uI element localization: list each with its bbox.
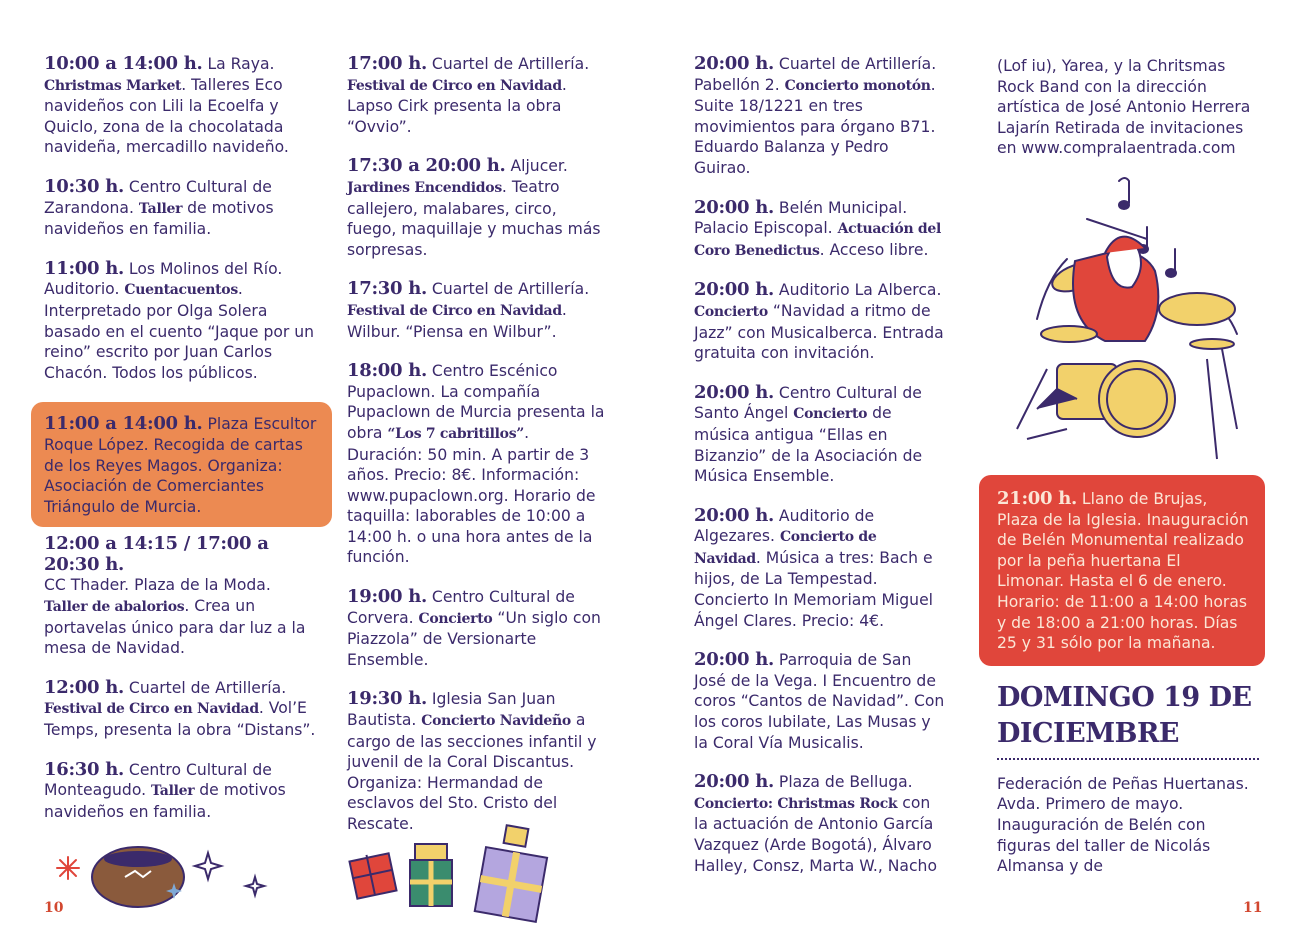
event-item [347, 587, 609, 670]
event-time: 20:00 h. [694, 381, 774, 403]
event-item [694, 650, 946, 753]
chestnut-and-sparkles-decoration [50, 845, 280, 920]
event-venue: Centro Escénico Pupaclown. La compañía Pupaclown de Murcia presenta la obra [347, 362, 605, 442]
event-venue: Auditorio de Algezares. [694, 506, 875, 546]
event-item [694, 383, 946, 487]
event-venue: Centro Cultural de Corvera. [347, 588, 575, 627]
event-item [347, 689, 609, 834]
event-venue: Cuartel de Artillería. [426, 280, 590, 299]
event-description: de motivos navideños en familia. [44, 198, 274, 239]
event-highlight: Concierto: Christmas Rock [694, 795, 898, 812]
page-number-left: 10 [44, 900, 64, 916]
event-venue: Centro Cultural de Monteagudo. [44, 760, 272, 800]
event-highlight: Actuación del Coro Benedictus [694, 221, 942, 259]
event-venue: CC Thader. Plaza de la Moda. [44, 576, 271, 595]
dotted-divider [997, 758, 1259, 760]
event-highlight: Concierto [694, 303, 768, 320]
event-continuation: (Lof iu), Yarea, y la Chritsmas Rock Band con la dirección artística de José Antonio Herrera Lajarín Retirada de invitaciones en www.compralaentrada.com [997, 57, 1251, 158]
event-item [44, 177, 316, 240]
event-description: de música antigua “Ellas en Bizanzio” de la Asociación de Música Ensemble. [694, 404, 923, 486]
event-highlight: Concierto [793, 406, 868, 423]
column-3 [694, 54, 946, 895]
event-item [694, 54, 946, 179]
highlighted-event-orange [31, 402, 332, 527]
event-time: 17:30 h. [347, 278, 427, 300]
event-description: . Teatro callejero, malabares, circo, fuego, maquillaje y muchas más sorpresas. [347, 177, 601, 259]
event-venue: Aljucer. [505, 157, 568, 176]
event-venue: Cuartel de Artillería. [426, 55, 590, 73]
event-description: “Navidad a ritmo de Jazz” con Musicalberca. Entrada gratuita con invitación. [694, 301, 944, 363]
event-item [694, 198, 946, 262]
event-time: 21:00 h. [997, 487, 1077, 509]
event-time: 12:00 h. [44, 676, 124, 698]
event-description: Federación de Peñas Huertanas. Avda. Primero de mayo. Inauguración de Belén con figuras del taller de Nicolás Almansa y de [997, 774, 1249, 876]
event-item [347, 361, 609, 568]
event-description: de motivos navideños en familia. [44, 781, 286, 821]
event-highlight: Concierto de Navidad [694, 529, 877, 567]
event-highlight: Festival de Circo en Navidad [44, 701, 259, 718]
event-venue: Cuartel de Artillería. [123, 678, 287, 697]
event-description: . Lapso Cirk presenta la obra “Ovvio”. [347, 75, 567, 136]
column-4 [997, 56, 1259, 877]
event-venue: Belén Municipal. Palacio Episcopal. [694, 198, 908, 238]
event-venue: Centro Cultural de Zarandona. [44, 177, 272, 217]
event-item [44, 760, 316, 823]
event-highlight: Cuentacuentos [124, 282, 238, 299]
event-description: a cargo de las secciones infantil y juvenil de la Coral Discantus. Organiza: Hermandad de esclavos del Sto. Cristo del Rescate. [347, 711, 597, 833]
event-item [347, 279, 609, 342]
event-time: 10:30 h. [44, 175, 124, 197]
event-highlight: Concierto monotón [784, 77, 931, 94]
event-time: 12:00 a 14:15 / 17:00 a 20:30 h. [44, 533, 269, 575]
column-2 [347, 54, 609, 854]
page-number-right: 11 [1243, 900, 1263, 916]
event-time: 20:00 h. [694, 196, 774, 218]
event-description: . Crea un portavelas único para dar luz a la mesa de Navidad. [44, 597, 306, 658]
event-highlight: Concierto [418, 610, 493, 627]
event-time: 19:30 h. [347, 688, 427, 710]
event-description: . Suite 18/1221 en tres movimientos para órgano B71. Eduardo Balanza y Pedro Guirao. [694, 75, 936, 177]
event-description: “Un siglo con Piazzola” de Versionarte Ensemble. [347, 608, 601, 669]
event-item [44, 534, 316, 659]
event-description: . Acceso libre. [819, 240, 929, 259]
event-highlight: Festival de Circo en Navidad [347, 302, 562, 319]
event-description: . Talleres Eco navideños con Lili la Ecoelfa y Quiclo, zona de la chocolatada navideña, mercadillo navideño. [44, 75, 289, 157]
event-description: . Duración: 50 min. A partir de 3 años. Precio: 8€. Información: www.pupaclown.org. Horario de taquilla: laborables de 10:00 a 14:00 h. o una hora antes de la función. [347, 423, 596, 567]
event-description: con la actuación de Antonio García Vazquez (Arde Bogotá), Álvaro Halley, Consz, Marta W., Nacho [694, 793, 937, 875]
event-time: 16:30 h. [44, 758, 124, 780]
event-venue: Auditorio La Alberca. [773, 281, 942, 300]
event-time: 17:00 h. [347, 53, 427, 74]
event-time: 19:00 h. [347, 586, 427, 608]
drummer-santa-illustration [997, 169, 1259, 469]
event-time: 20:00 h. [694, 504, 774, 526]
event-description: . Música a tres: Bach e hijos, de La Tempestad. Concierto In Memoriam Miguel Ángel Clares. Precio: 4€. [694, 548, 933, 630]
event-item [44, 259, 316, 384]
event-time: 11:00 h. [44, 257, 124, 279]
event-item [347, 54, 609, 137]
event-time: 20:00 h. [694, 649, 774, 671]
event-description: . Interpretado por Olga Solera basado en el cuento “Jaque por un reino” escrito por Juan Carlos Chacón. Todos los públicos. [44, 280, 315, 382]
event-description: . Vol’E Temps, presenta la obra “Distans”. [44, 699, 316, 740]
event-time: 20:00 h. [694, 771, 774, 793]
event-highlight: Festival de Circo en Navidad [347, 77, 562, 94]
event-item [44, 54, 316, 158]
event-venue: Los Molinos del Río. Auditorio. [44, 259, 283, 299]
event-item [694, 280, 946, 363]
event-highlight: Taller [151, 783, 195, 800]
event-description: . Wilbur. “Piensa en Wilbur”. [347, 300, 567, 341]
event-item [694, 506, 946, 632]
highlighted-event-red [979, 475, 1265, 666]
event-highlight: Christmas Market [44, 77, 182, 94]
event-venue: Centro Cultural de Santo Ángel [694, 383, 922, 423]
event-description: Plaza Escultor Roque López. Recogida de cartas de los Reyes Magos. Organiza: Asociación de Comerciantes Triángulo de Murcia. [44, 415, 317, 516]
event-time: 20:00 h. [694, 279, 774, 301]
section-title: DOMINGO 19 DE DICIEMBRE [997, 681, 1252, 749]
event-time: 17:30 a 20:00 h. [347, 155, 506, 177]
event-description: Llano de Brujas, Plaza de la Iglesia. Inauguración de Belén Monumental realizado por la peña huertana El Limonar. Hasta el 6 de enero. Horario: de 11:00 a 14:00 horas y de 18:00 a 21:00 horas. Días 25 y 31 sólo por la mañana. [997, 489, 1249, 653]
event-time: 10:00 a 14:00 h. [44, 53, 203, 74]
event-time: 20:00 h. [694, 53, 774, 74]
event-description: Parroquia de San José de la Vega. I Encuentro de coros “Cantos de Navidad”. Con los coros Iubilate, Las Musas y la Coral Vía Musicalis. [694, 651, 945, 752]
event-venue: La Raya. [202, 55, 275, 73]
event-venue: Plaza de Belluga. [773, 773, 913, 792]
event-item [44, 678, 316, 741]
event-venue: Iglesia San Juan Bautista. [347, 690, 556, 730]
event-time: 18:00 h. [347, 360, 427, 382]
event-item [347, 156, 609, 260]
event-highlight: “Los 7 cabritillos” [387, 425, 525, 442]
event-highlight: Taller [138, 200, 183, 217]
event-highlight: Jardines Encendidos [347, 179, 502, 196]
event-time: 11:00 a 14:00 h. [44, 413, 203, 435]
event-highlight: Taller de abalorios [44, 599, 185, 616]
event-venue: Cuartel de Artillería. Pabellón 2. [694, 55, 937, 94]
column-1 [44, 54, 316, 841]
event-item [694, 772, 946, 876]
gift-boxes-decoration [345, 822, 560, 927]
event-highlight: Concierto Navideño [421, 713, 571, 730]
